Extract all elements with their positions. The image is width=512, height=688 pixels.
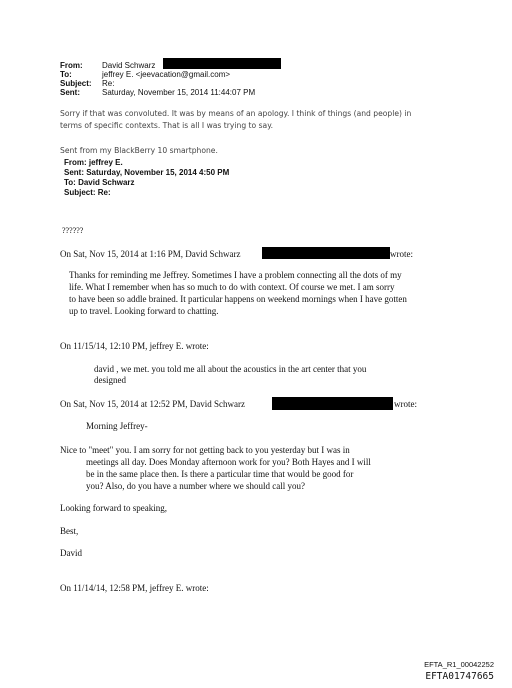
attribution-2: On 11/15/14, 12:10 PM, jeffrey E. wrote: <box>60 341 209 351</box>
bates-number-1: EFTA_R1_00042252 <box>424 660 494 669</box>
para3-line-1: Nice to "meet" you. I am sorry for not getting back to you yesterday but I was in <box>60 445 350 455</box>
attribution-3: On Sat, Nov 15, 2014 at 12:52 PM, David Schwarz <box>60 399 245 409</box>
quoted-to: To: David Schwarz <box>64 178 135 187</box>
header-from-label: From: <box>60 61 83 70</box>
header-to-value: jeffrey E. <jeevacation@gmail.com> <box>102 70 231 79</box>
para2-line-1: david , we met. you told me all about the acoustics in the art center that you <box>94 364 367 374</box>
para3-line-2: meetings all day. Does Monday afternoon work for you? Both Hayes and I will <box>86 457 371 467</box>
redaction-bar <box>163 58 281 69</box>
quoted-sent: Sent: Saturday, November 15, 2014 4:50 PM <box>64 168 230 177</box>
attribution-1-wrote: wrote: <box>390 249 413 259</box>
attribution-3-wrote: wrote: <box>394 399 417 409</box>
para1-line-3: to have been so addle brained. It particular happens on weekend mornings when I have gotten <box>69 294 407 304</box>
bates-number-2: EFTA01747665 <box>425 671 494 682</box>
reply-line-1: Sorry if that was convoluted. It was by means of an apology. I think of things (and people) in <box>60 109 412 118</box>
reply-line-2: terms of specific contexts. That is all I was trying to say. <box>60 121 274 130</box>
closing-line: Looking forward to speaking, <box>60 503 167 513</box>
para1-line-4: up to travel. Looking forward to chatting. <box>69 306 219 316</box>
para1-line-1: Thanks for reminding me Jeffrey. Sometimes I have a problem connecting all the dots of my <box>69 270 402 280</box>
header-subject-label: Subject: <box>60 79 92 88</box>
para3-line-4: you? Also, do you have a number where we should call you? <box>86 481 305 491</box>
quoted-from: From: jeffrey E. <box>64 158 123 167</box>
closing-best: Best, <box>60 526 79 536</box>
para1-line-2: life. What I remember when has so much to do with context. Of course we met. I am sorry <box>69 282 395 292</box>
question-marks: ?????? <box>62 226 84 235</box>
header-subject-value: Re: <box>102 79 115 88</box>
para2-line-2: designed <box>94 375 126 385</box>
para3-line-3: be in the same place then. Is there a particular time that would be good for <box>86 469 354 479</box>
attribution-4: On 11/14/14, 12:58 PM, jeffrey E. wrote: <box>60 583 209 593</box>
header-sent-label: Sent: <box>60 88 80 97</box>
header-from-value: David Schwarz <box>102 61 156 70</box>
greeting: Morning Jeffrey- <box>86 421 148 431</box>
closing-name: David <box>60 548 82 558</box>
redaction-bar <box>272 397 393 410</box>
header-to-label: To: <box>60 70 72 79</box>
attribution-1: On Sat, Nov 15, 2014 at 1:16 PM, David Schwarz <box>60 249 241 259</box>
quoted-subject: Subject: Re: <box>64 188 111 197</box>
reply-signature: Sent from my BlackBerry 10 smartphone. <box>60 146 218 155</box>
redaction-bar <box>262 247 390 259</box>
header-sent-value: Saturday, November 15, 2014 11:44:07 PM <box>102 88 256 97</box>
